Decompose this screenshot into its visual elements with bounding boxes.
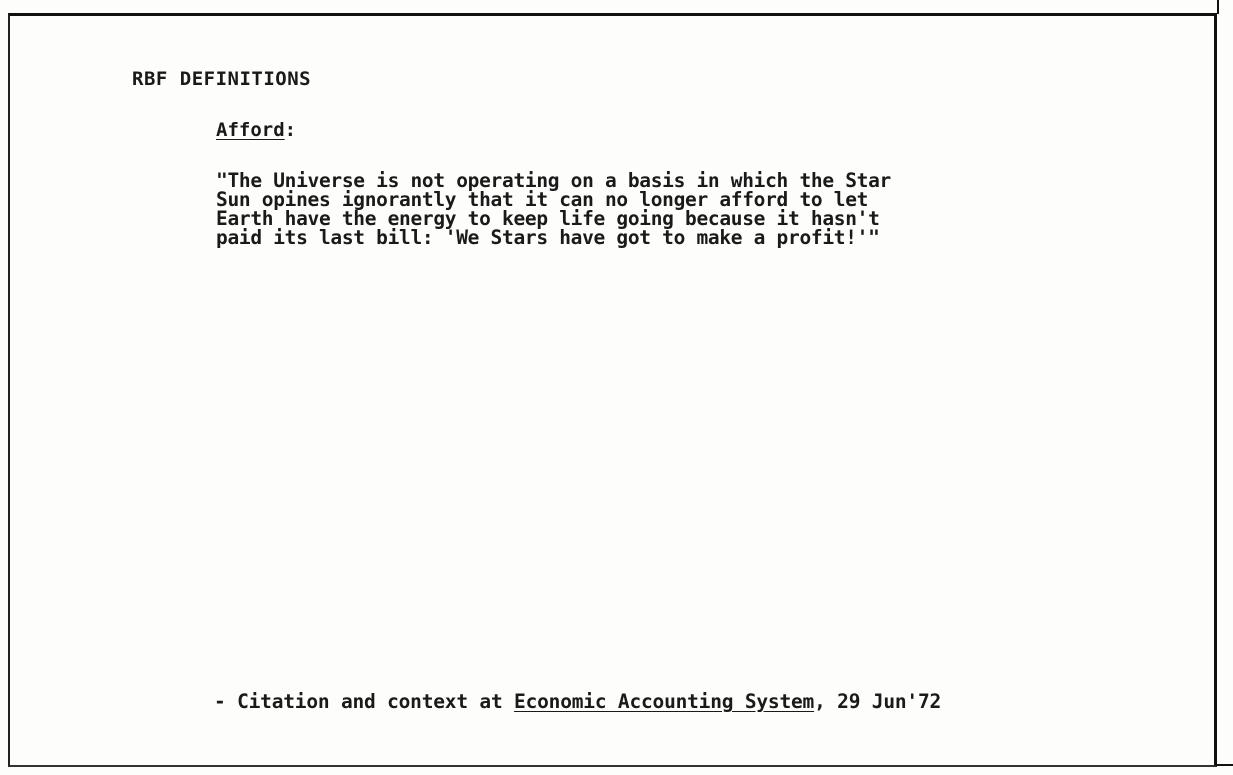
- corner-tick-bottom-right: [1217, 764, 1233, 766]
- citation-prefix: - Citation and context at: [214, 690, 515, 713]
- defined-term: [216, 119, 296, 141]
- card-border: [8, 13, 1217, 767]
- term-colon: :: [284, 119, 297, 141]
- quote-line: Earth have the energy to keep life going because it hasn't: [216, 207, 880, 230]
- quote-line: Sun opines ignorantly that it can no longer afford to let: [216, 188, 869, 211]
- definition-quote: [216, 171, 1116, 247]
- citation-date: , 29 Jun'72: [814, 690, 942, 713]
- term-word: Afford: [216, 119, 285, 141]
- citation-line: [214, 690, 941, 713]
- corner-tick-top-right: [1217, 0, 1219, 14]
- quote-line: paid its last bill: 'We Stars have got to make a profit!'": [216, 226, 880, 249]
- quote-line: "The Universe is not operating on a basis in which the Star: [216, 169, 891, 192]
- document-heading: RBF DEFINITIONS: [132, 68, 312, 90]
- citation-source: Economic Accounting System: [514, 690, 815, 713]
